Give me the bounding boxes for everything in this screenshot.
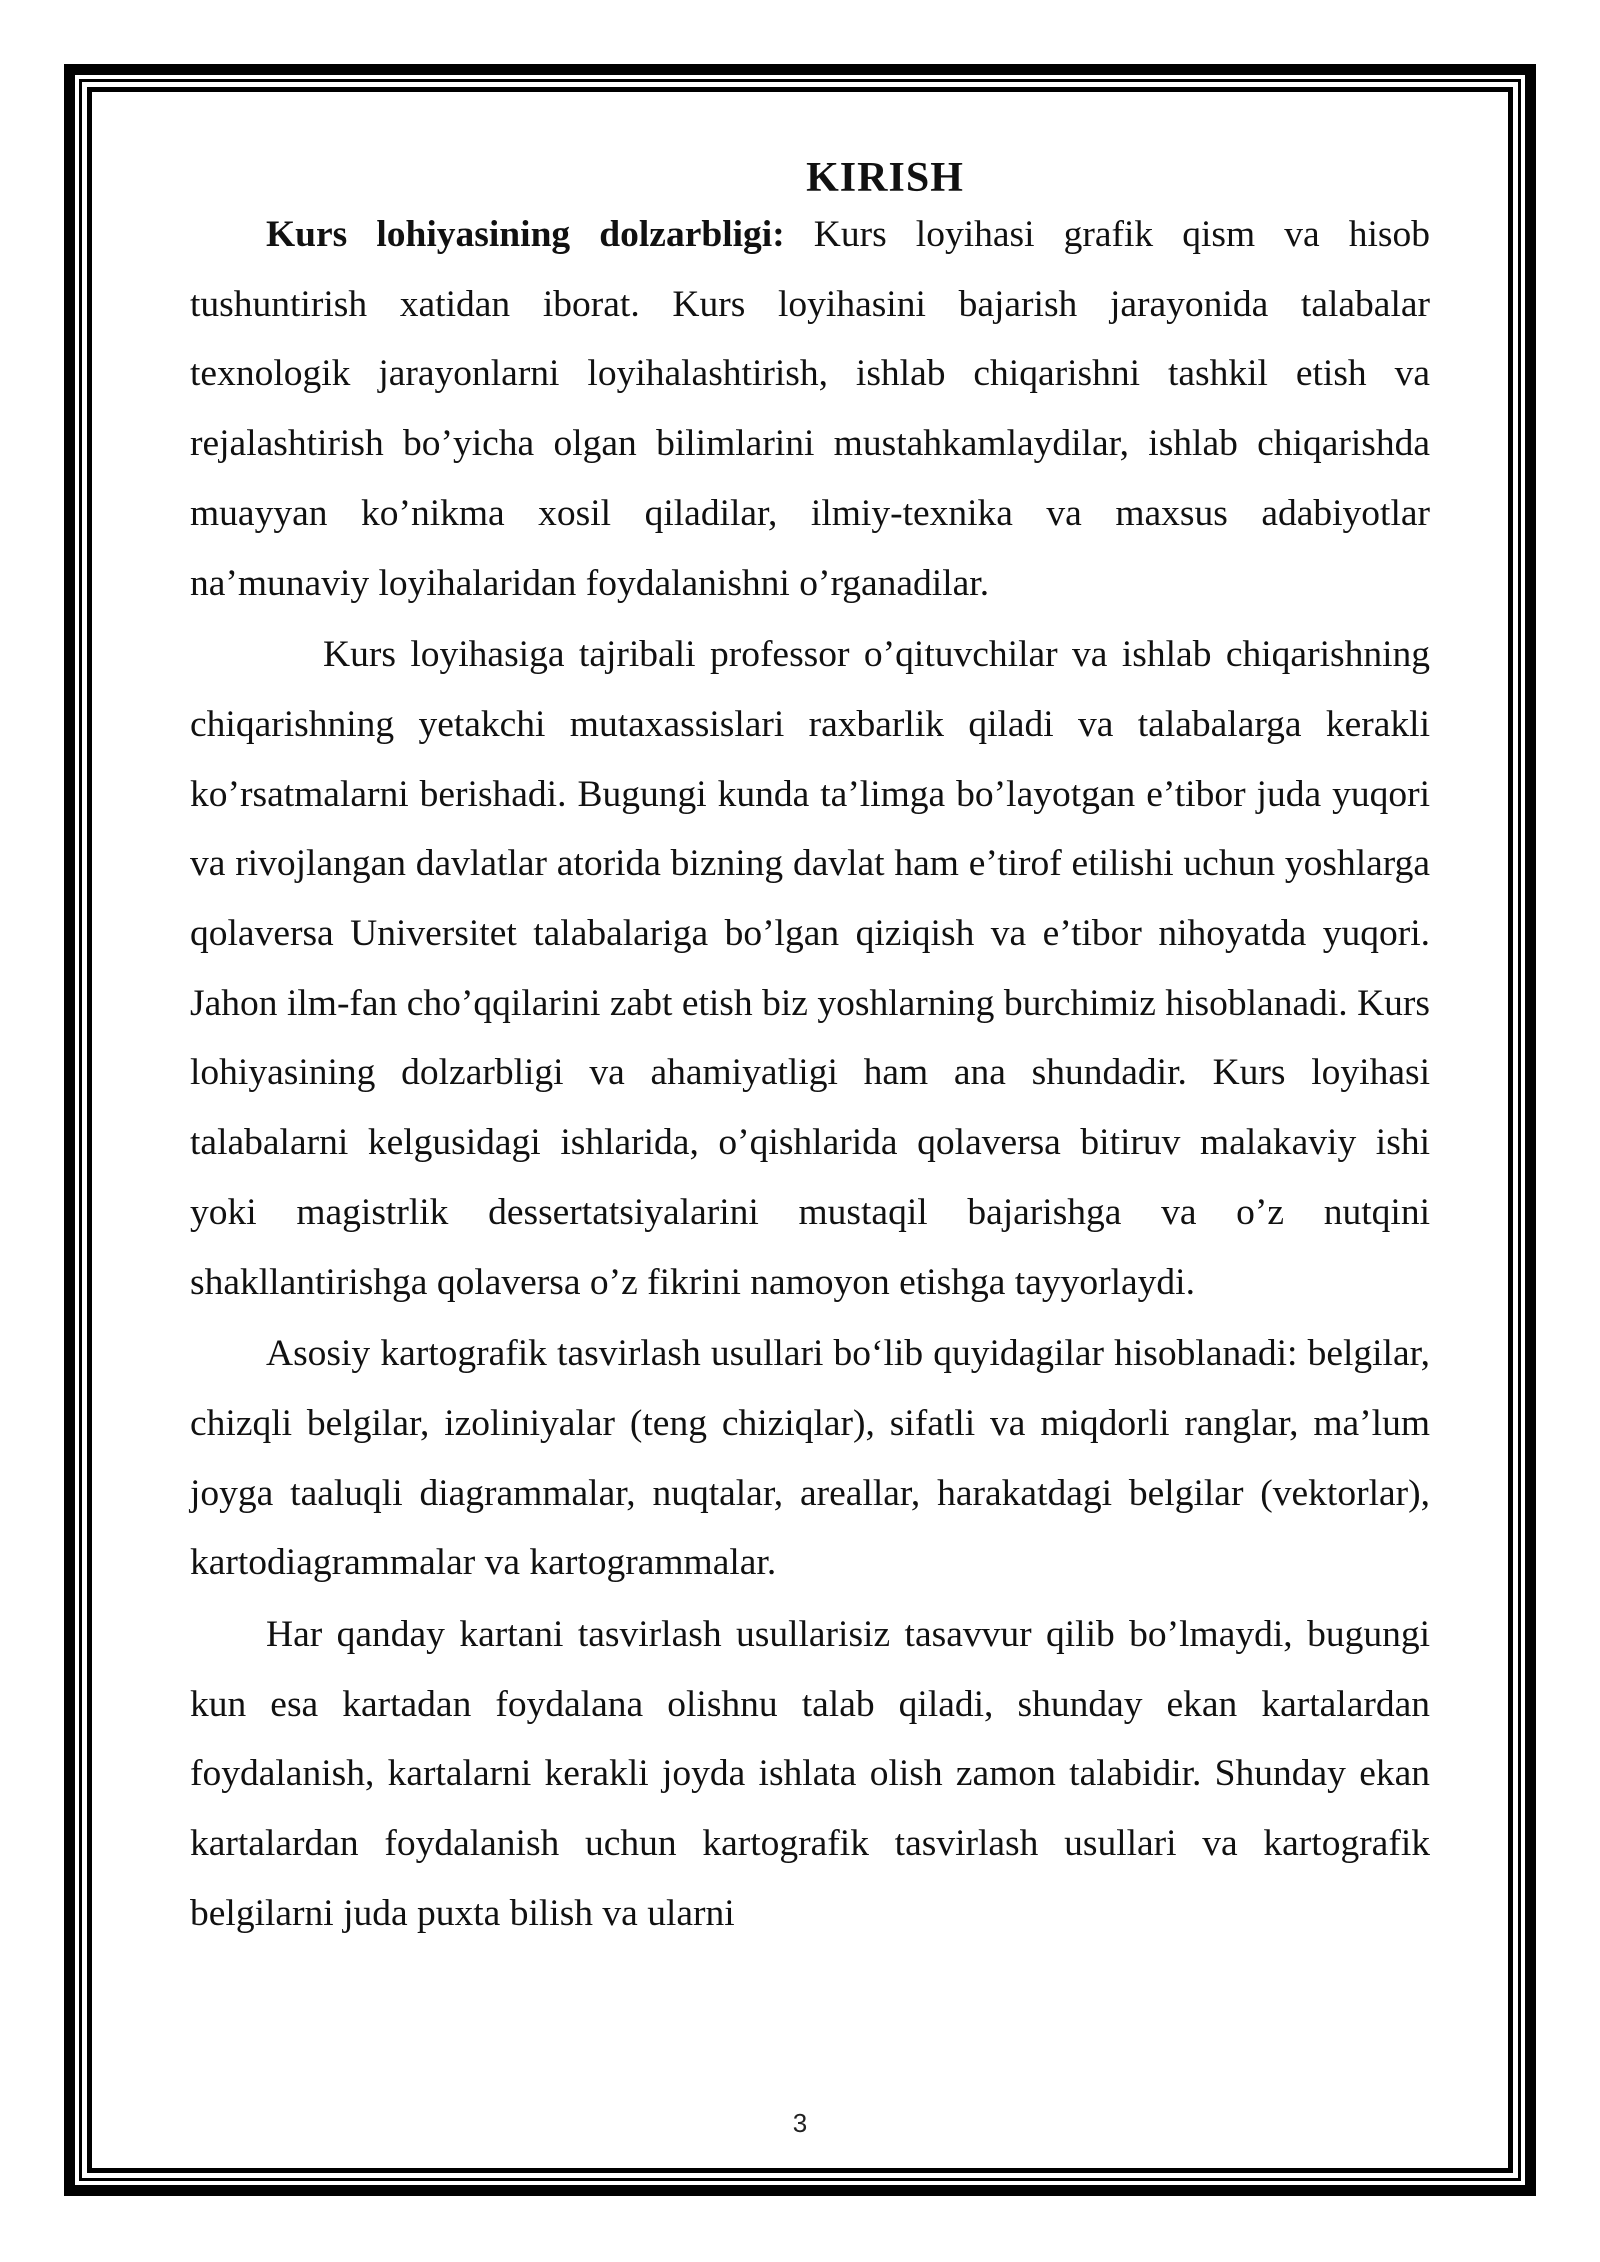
page-number: 3 bbox=[792, 2108, 808, 2138]
page-title: KIRISH bbox=[806, 155, 964, 201]
paragraph-methods: Asosiy kartografik tasvirlash usullari bo‘lib quyidagilar hisoblanadi: belgilar, chizqli belgilar, izoliniyalar (teng chiziqlar), sifatli va miqdorli ranglar, ma’lum joyga taaluqli diagrammalar, nuqtalar, areallar, harakatdagi belgilar (vektorlar), kartodiagrammalar va kartogrammalar. bbox=[190, 1333, 1430, 1584]
document-body bbox=[190, 148, 1430, 1949]
paragraph-lead-heading: Kurs lohiyasining dolzarbligi: bbox=[266, 214, 785, 255]
paragraph-relevance bbox=[190, 200, 1430, 618]
paragraph-supervision: Kurs loyihasiga tajribali professor o’qituvchilar va ishlab chiqarishning chiqarishning yetakchi mutaxassislari raxbarlik qiladi va talabalarga kerakli ko’rsatmalarni berishadi. Bugungi kunda ta’limga bo’layotgan e’tibor juda yuqori va rivojlangan davlatlar atorida bizning davlat ham e’tirof etilishi uchun yoshlarga qolaversa Universitet talabalariga bo’lgan qiziqish va e’tibor nihoyatda yuqori. Jahon ilm-fan cho’qqilarini zabt etish biz yoshlarning burchimiz hisoblanadi. Kurs lohiyasining dolzarbligi va ahamiyatligi ham ana shundadir. Kurs loyihasi talabalarni kelgusidagi ishlarida, o’qishlarida qolaversa bitiruv malakaviy ishi yoki magistrlik dessertatsiyalarini mustaqil bajarishga va o’z nutqini shakllantirishga qolaversa o’z fikrini namoyon etishga tayyorlaydi. bbox=[190, 634, 1430, 1303]
paragraph-map-usage: Har qanday kartani tasvirlash usullarisiz tasavvur qilib bo’lmaydi, bugungi kun esa kartadan foydalana olishnu talab qiladi, shunday ekan kartalardan foydalanish, kartalarni kerakli joyda ishlata olish zamon talabidir. Shunday ekan kartalardan foydalanish uchun kartografik tasvirlash usullari va kartografik belgilarni juda puxta bilish va ularni bbox=[190, 1614, 1430, 1934]
paragraph-text: Kurs loyihasi grafik qism va hisob tushuntirish xatidan iborat. Kurs loyihasini bajarish jarayonida talabalar texnologik jarayonlarni loyihalashtirish, ishlab chiqarishni tashkil etish va rejalashtirish bo’yicha olgan bilimlarini mustahkamlaydilar, ishlab chiqarishda muayyan ko’nikma xosil qiladilar, ilmiy-texnika va maxsus adabiyotlar na’munaviy loyihalaridan foydalanishni o’rganadilar. bbox=[190, 214, 1430, 604]
